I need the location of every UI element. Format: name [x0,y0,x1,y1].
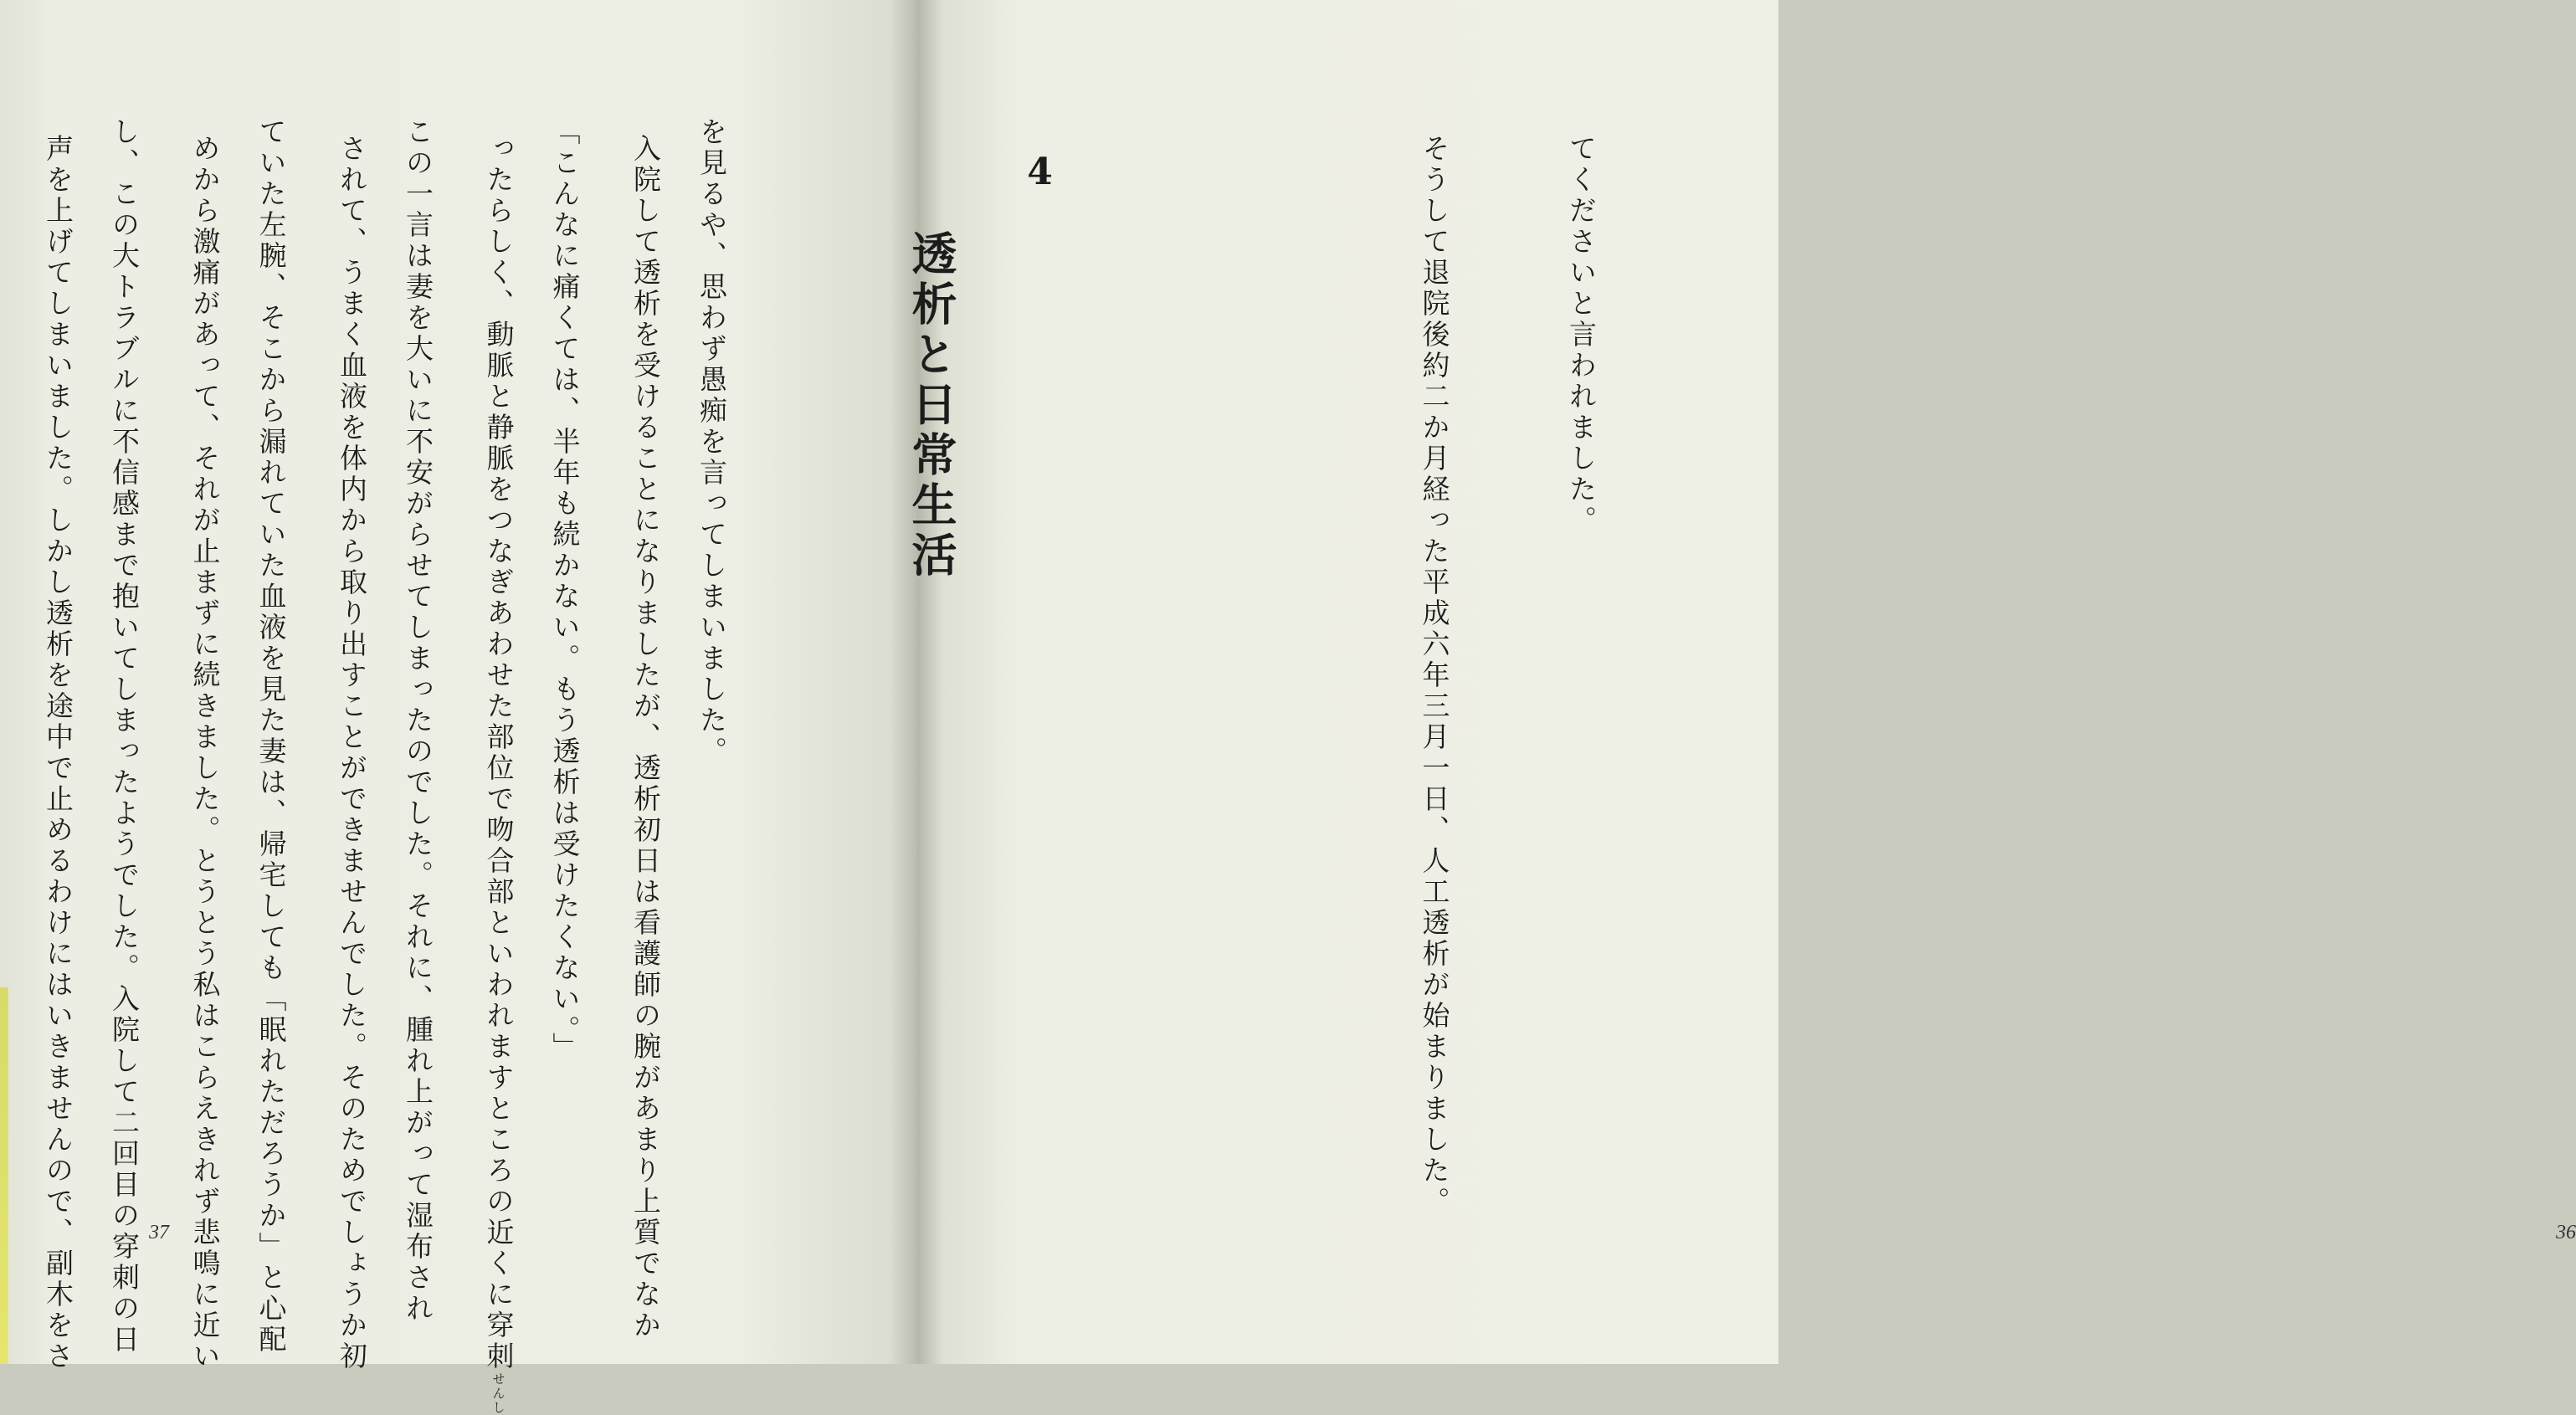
page-number-left: 37 [149,1222,169,1243]
text-line: てくださいと言われました。 [1565,134,1598,536]
text-line: を見るや、思わず愚痴を言ってしまいました。 [695,117,728,767]
section-heading [767,134,1311,1222]
text-line: 声を上げてしまいました。しかし透析を途中で止めるわけにはいきませんので、副木をさ [42,134,74,1372]
section-title: 透析と日常生活 [905,230,957,582]
text-line: そうして退院後約二か月経った平成六年三月一日、人工透析が始まりました。 [1418,134,1451,1218]
text-line: 「こんなに痛くては、半年も続かない。もう透析は受けたくない。」 [548,117,582,1064]
text-line: この一言は妻を大いに不安がらせてしまったのでした。それに、腫れ上がって湿布され [402,117,434,1325]
text-line: 入院して透析を受けることになりましたが、透析初日は看護師の腕があまり上質でなか [629,134,662,1341]
ruby-annotation: せんし [490,1372,506,1415]
section-number: 4 [1019,151,1061,198]
text-line: ていた左腕、そこから漏れていた血液を見た妻は、帰宅しても「眠れただろうか」と心配 [254,117,288,1356]
text-line: めから激痛があって、それが止まずに続きました。とうとう私はこらえきれず悲鳴に近い [188,134,222,1372]
text-line: されて、うまく血液を体内から取り出すことができませんでした。そのためでしょうか初 [336,134,368,1372]
text-line: し、この大トラブルに不信感まで抱いてしまったようでした。入院して二回目の穿刺の日 [108,117,141,1356]
page-number-right: 36 [2556,1222,2576,1243]
text-line: ったらしく、動脈と静脈をつなぎあわせた部位で吻合部といわれますところの近くに穿刺 [482,134,516,1372]
text-line-with-ruby [474,134,523,1415]
